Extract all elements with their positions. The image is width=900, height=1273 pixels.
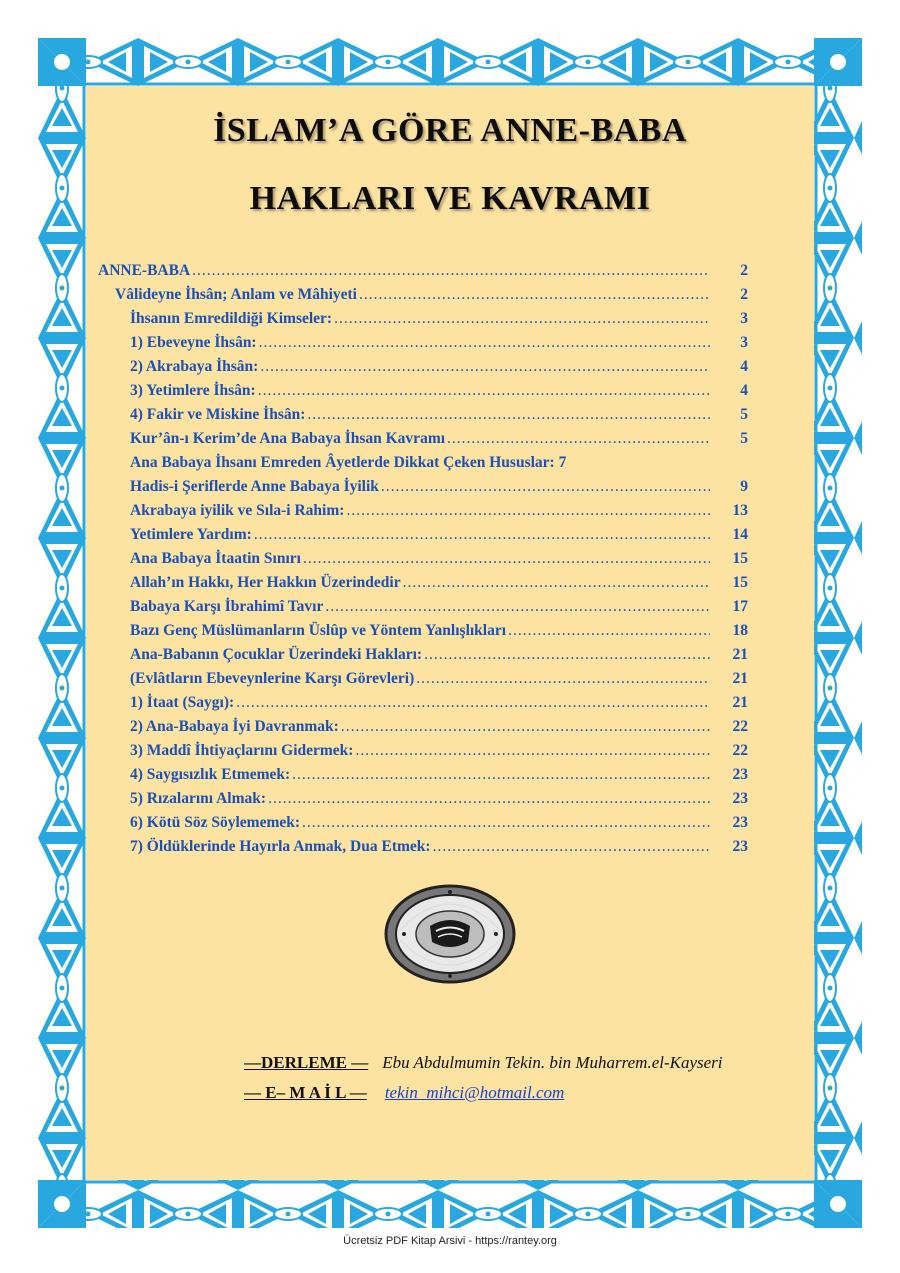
toc-entry-page: 21 xyxy=(732,646,748,663)
toc-leader-dots xyxy=(508,620,710,642)
footer-text[interactable]: Ücretsiz PDF Kitap Arsivi - https://rantey.org xyxy=(343,1235,557,1247)
toc-leader-dots xyxy=(334,308,710,330)
toc-leader-dots xyxy=(302,812,710,834)
toc-entry-label: 3) Maddî İhtiyaçlarını Gidermek: xyxy=(130,742,354,759)
toc-entry[interactable] xyxy=(98,716,748,740)
toc-entry[interactable] xyxy=(98,476,748,500)
toc-entry-label: Kur’ân-ı Kerim’de Ana Babaya İhsan Kavramı xyxy=(130,430,446,447)
toc-entry[interactable] xyxy=(98,764,748,788)
toc-leader-dots xyxy=(292,764,710,786)
toc-entry-label: 3) Yetimlere İhsân: xyxy=(130,382,256,399)
toc-entry-label: ANNE-BABA xyxy=(98,262,191,279)
toc-entry-page: 5 xyxy=(740,430,748,447)
toc-entry-label: İhsanın Emredildiği Kimseler: xyxy=(130,310,333,327)
toc-entry-page: 4 xyxy=(740,382,748,399)
toc-entry-page: 21 xyxy=(732,670,748,687)
toc-entry[interactable] xyxy=(98,356,748,380)
toc-entry-label: 7) Öldüklerinde Hayırla Anmak, Dua Etmek: xyxy=(130,838,431,855)
toc-entry-page: 22 xyxy=(732,742,748,759)
toc-leader-dots xyxy=(355,740,710,762)
toc-leader-dots xyxy=(325,596,710,618)
toc-entry-page: 18 xyxy=(732,622,748,639)
toc-entry-label: 4) Saygısızlık Etmemek: xyxy=(130,766,291,783)
toc-entry[interactable] xyxy=(98,692,748,716)
toc-entry-page: 15 xyxy=(732,574,748,591)
toc-entry-label: Ana-Babanın Çocuklar Üzerindeki Hakları: xyxy=(130,646,423,663)
toc-entry-label: 1) Ebeveyne İhsân: xyxy=(130,334,257,351)
toc-leader-dots xyxy=(260,356,710,378)
toc-entry[interactable] xyxy=(98,452,748,476)
title-line-2: HAKLARI VE KAVRAMI xyxy=(249,180,651,217)
toc-entry[interactable] xyxy=(98,260,748,284)
toc-entry-page: 17 xyxy=(732,598,748,615)
toc-entry-label: Hadis-i Şeriflerde Anne Babaya İyilik xyxy=(130,478,379,495)
toc-entry-label: Ana Babaya İtaatin Sınırı xyxy=(130,550,301,567)
toc-entry[interactable] xyxy=(98,812,748,836)
toc-entry-page: 23 xyxy=(732,790,748,807)
toc-entry[interactable] xyxy=(98,308,748,332)
toc-entry-label: 6) Kötü Söz Söylememek: xyxy=(130,814,301,831)
toc-entry[interactable] xyxy=(98,548,748,572)
toc-entry-page: 2 xyxy=(740,262,748,279)
toc-entry-page: 4 xyxy=(740,358,748,375)
toc-entry-page: 23 xyxy=(732,766,748,783)
toc-entry-label: Allah’ın Hakkı, Her Hakkın Üzerindedir xyxy=(130,574,401,591)
toc-leader-dots xyxy=(307,404,710,426)
toc-entry[interactable] xyxy=(98,524,748,548)
table-of-contents xyxy=(98,260,748,860)
email-link[interactable]: tekin_mihci@hotmail.com xyxy=(384,1083,565,1102)
toc-entry-page: 13 xyxy=(732,502,748,519)
toc-entry-page: 23 xyxy=(732,838,748,855)
toc-entry-page: 3 xyxy=(740,310,748,327)
toc-leader-dots xyxy=(403,572,710,594)
toc-leader-dots xyxy=(381,476,710,498)
toc-entry[interactable] xyxy=(98,620,748,644)
toc-entry-page: 5 xyxy=(740,406,748,423)
email-label: — E– M A İ L — xyxy=(244,1083,367,1102)
toc-entry[interactable] xyxy=(98,332,748,356)
toc-entry-label: 1) İtaat (Saygı): xyxy=(130,694,235,711)
toc-entry-page: 14 xyxy=(732,526,748,543)
compiler-label: —DERLEME — xyxy=(244,1053,369,1072)
toc-entry[interactable] xyxy=(98,788,748,812)
toc-leader-dots xyxy=(259,332,710,354)
toc-leader-dots xyxy=(416,668,710,690)
toc-entry-label: 2) Akrabaya İhsân: xyxy=(130,358,259,375)
toc-leader-dots xyxy=(254,524,710,546)
title-line-1: İSLAM’A GÖRE ANNE-BABA xyxy=(213,112,687,149)
toc-entry[interactable] xyxy=(98,740,748,764)
toc-leader-dots xyxy=(236,692,710,714)
toc-entry-label: Vâlideyne İhsân; Anlam ve Mâhiyeti xyxy=(115,286,357,303)
toc-entry-label: Yetimlere Yardım: xyxy=(130,526,252,543)
toc-entry-label: (Evlâtların Ebeveynlerine Karşı Görevleri) xyxy=(130,670,415,687)
toc-entry[interactable] xyxy=(98,428,748,452)
toc-entry[interactable] xyxy=(98,668,748,692)
toc-entry-page: 21 xyxy=(732,694,748,711)
toc-entry[interactable] xyxy=(98,404,748,428)
toc-entry-label: 2) Ana-Babaya İyi Davranmak: xyxy=(130,718,339,735)
toc-entry[interactable] xyxy=(98,836,748,860)
toc-leader-dots xyxy=(433,836,710,858)
toc-leader-dots xyxy=(359,284,710,306)
toc-entry[interactable] xyxy=(98,644,748,668)
toc-leader-dots xyxy=(341,716,710,738)
toc-entry-page: 15 xyxy=(732,550,748,567)
compiler-name: Ebu Abdulmumin Tekin. bin Muharrem.el-Kayseri xyxy=(382,1053,723,1072)
toc-entry-page: 9 xyxy=(740,478,748,495)
toc-leader-dots xyxy=(258,380,710,402)
toc-entry-page: 3 xyxy=(740,334,748,351)
toc-leader-dots xyxy=(346,500,710,522)
toc-entry-label: Bazı Genç Müslümanların Üslûp ve Yöntem Yanlışlıkları xyxy=(130,622,507,639)
compiler-line xyxy=(244,1048,816,1078)
toc-entry-label: 5) Rızalarını Almak: xyxy=(130,790,267,807)
toc-leader-dots xyxy=(303,548,710,570)
toc-leader-dots xyxy=(447,428,710,450)
toc-entry-page: 2 xyxy=(740,286,748,303)
toc-entry-label: Ana Babaya İhsanı Emreden Âyetlerde Dikkat Çeken Hususlar: 7 xyxy=(130,454,567,471)
toc-entry-label: Babaya Karşı İbrahimî Tavır xyxy=(130,598,324,615)
toc-entry-label: Akrabaya iyilik ve Sıla-i Rahim: xyxy=(130,502,345,519)
toc-entry-page: 22 xyxy=(732,718,748,735)
seal-logo xyxy=(384,884,516,984)
credits xyxy=(244,1048,816,1108)
toc-leader-dots xyxy=(268,788,710,810)
toc-entry[interactable] xyxy=(98,500,748,524)
toc-entry[interactable] xyxy=(98,380,748,404)
toc-leader-dots xyxy=(424,644,710,666)
toc-entry[interactable] xyxy=(98,284,748,308)
toc-leader-dots xyxy=(192,260,710,282)
toc-entry[interactable] xyxy=(98,572,748,596)
email-line xyxy=(244,1078,816,1108)
toc-entry[interactable] xyxy=(98,596,748,620)
toc-entry-page: 23 xyxy=(732,814,748,831)
toc-entry-label: 4) Fakir ve Miskine İhsân: xyxy=(130,406,306,423)
